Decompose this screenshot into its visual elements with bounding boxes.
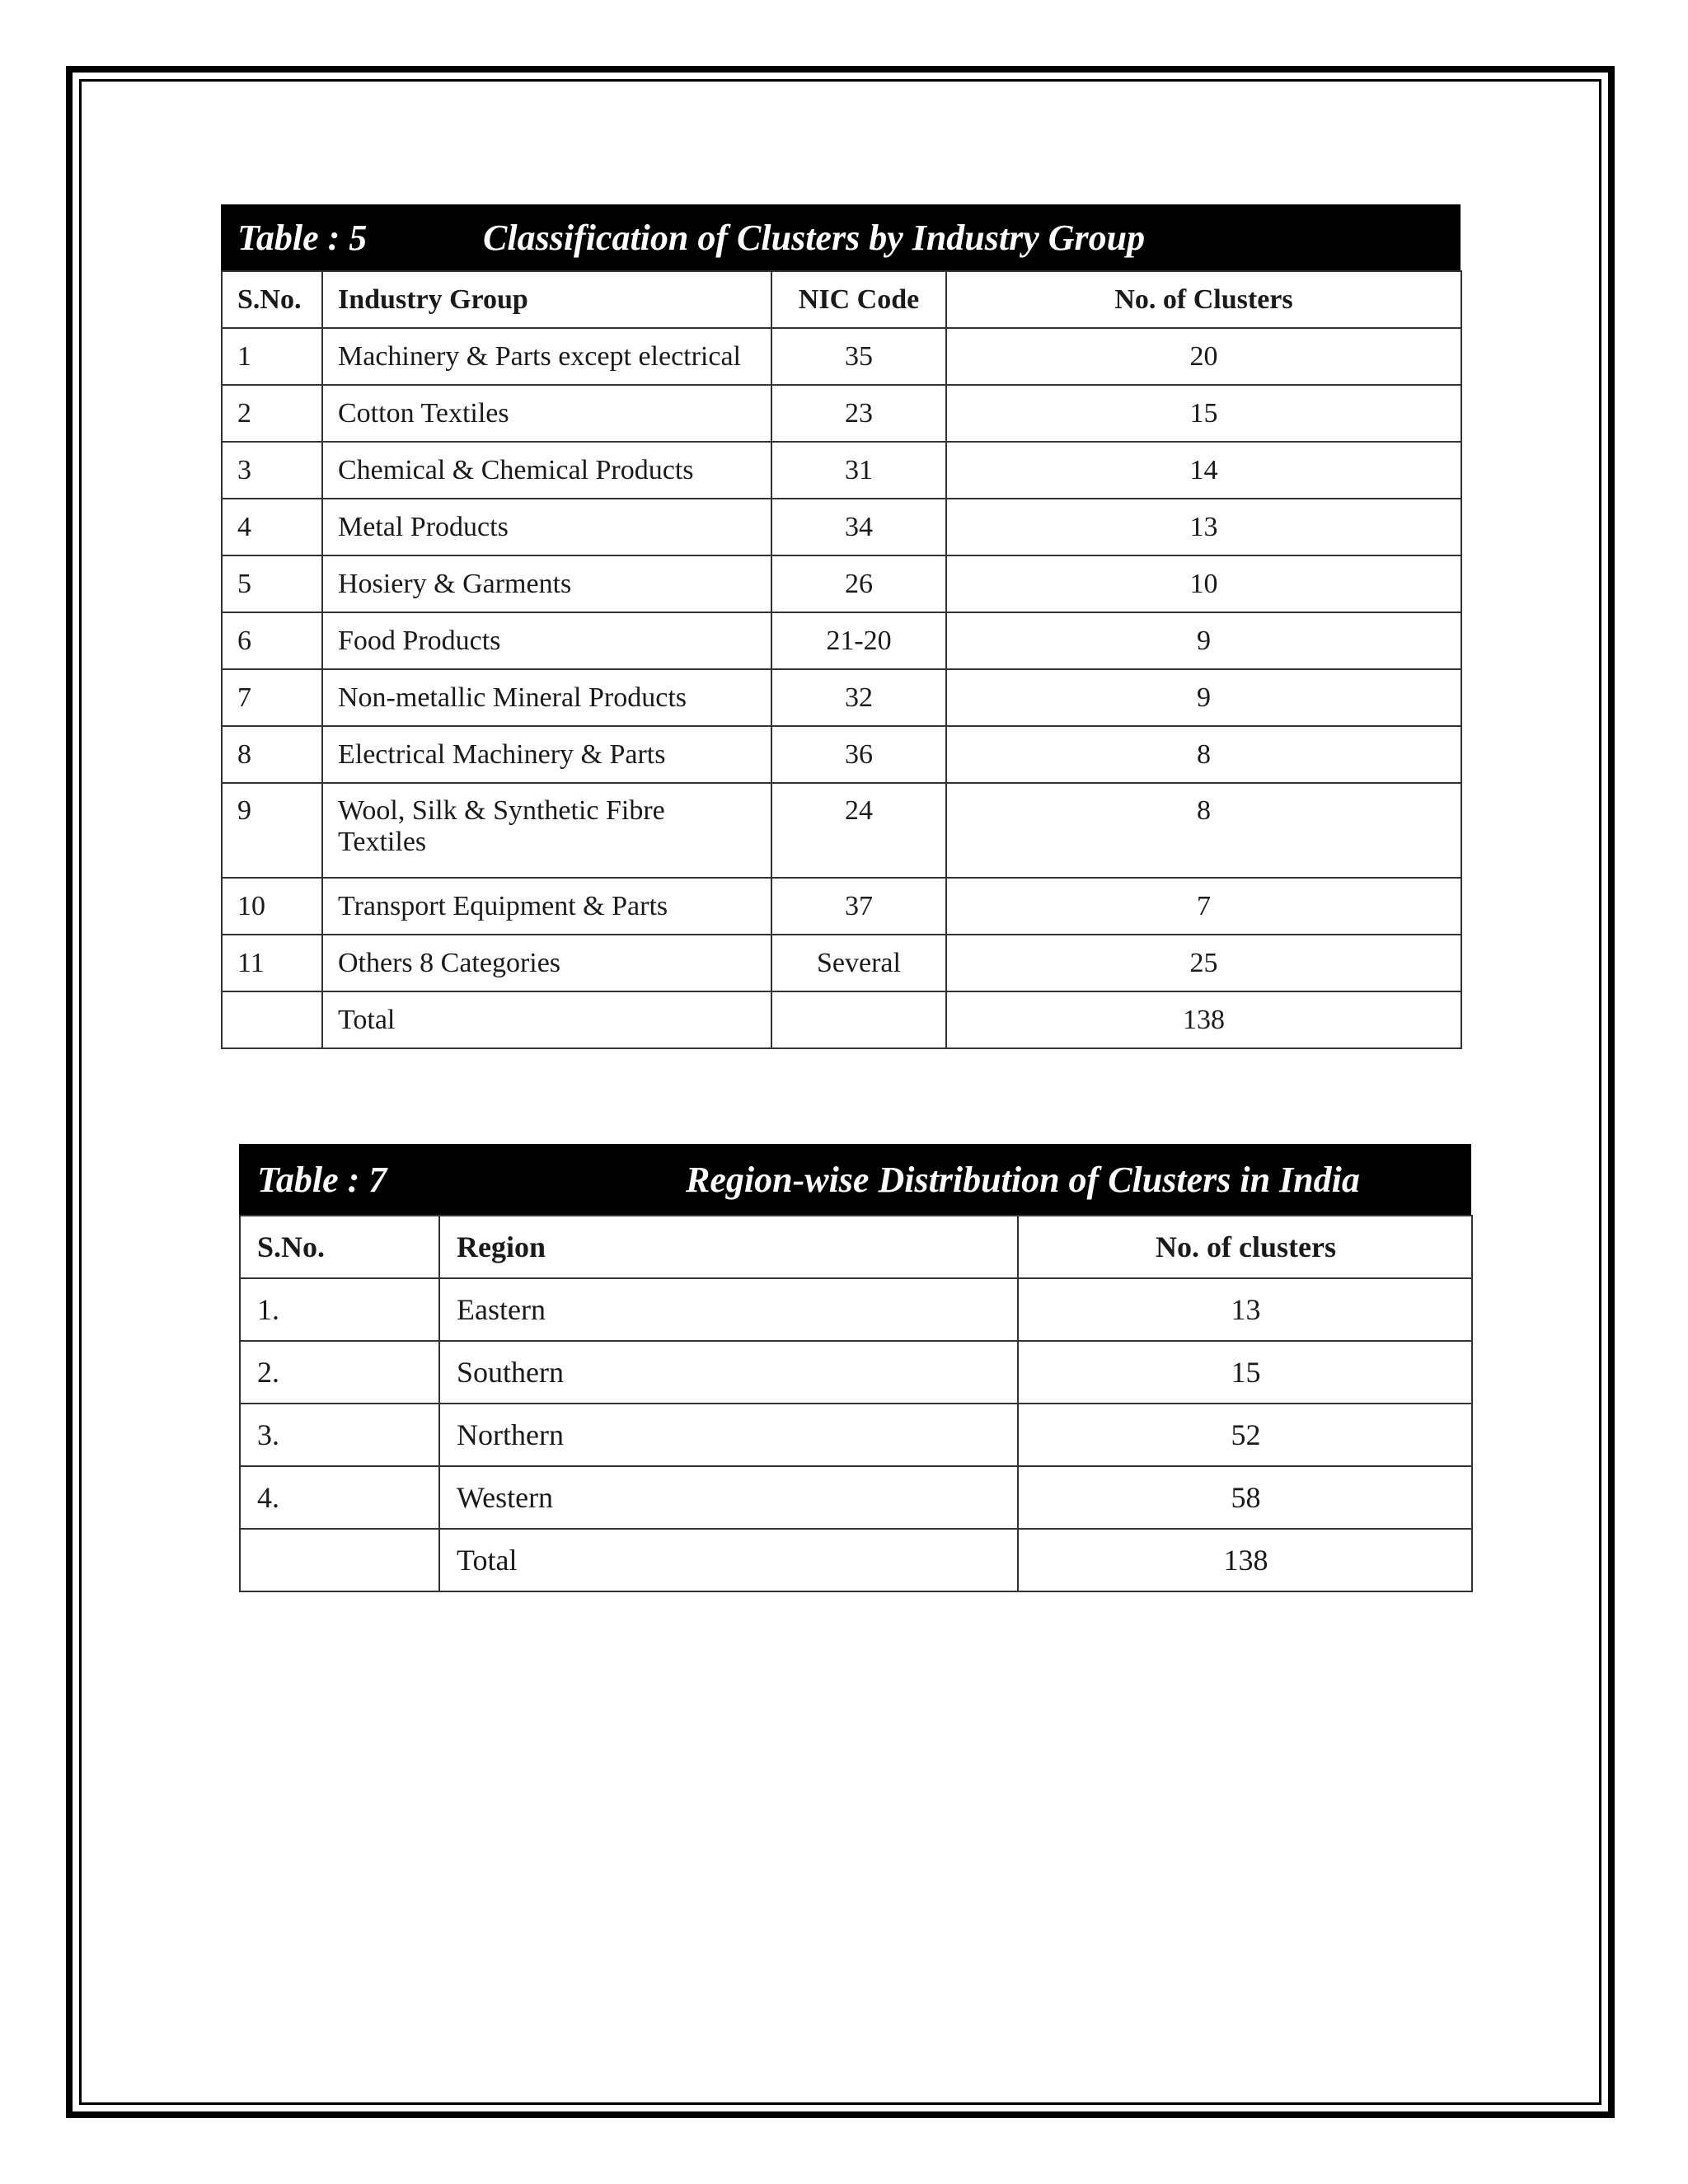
cell-sno: 3. xyxy=(240,1404,439,1466)
cell-cluster-count: 8 xyxy=(946,783,1461,878)
table-row xyxy=(222,935,1461,991)
table-7-number: Table : 7 xyxy=(257,1159,387,1200)
cell-nic-code: 32 xyxy=(771,669,946,726)
table-row xyxy=(222,328,1461,385)
cell-sno-empty xyxy=(222,991,322,1048)
cell-region: Western xyxy=(439,1466,1018,1529)
cell-nic-code: 23 xyxy=(771,385,946,442)
cell-industry-group: Wool, Silk & Synthetic Fibre Textiles xyxy=(322,783,771,878)
table-row xyxy=(222,726,1461,783)
cell-industry-group: Hosiery & Garments xyxy=(322,555,771,612)
cell-cluster-count: 15 xyxy=(946,385,1461,442)
table-5-title: Classification of Clusters by Industry Group xyxy=(483,217,1146,258)
cell-cluster-count: 13 xyxy=(946,499,1461,555)
cell-industry-group: Food Products xyxy=(322,612,771,669)
table-5 xyxy=(221,204,1461,1049)
cell-total-value: 138 xyxy=(946,991,1461,1048)
cell-cluster-count: 20 xyxy=(946,328,1461,385)
cell-sno: 7 xyxy=(222,669,322,726)
cell-nic-code: Several xyxy=(771,935,946,991)
table-row xyxy=(222,442,1461,499)
table-5-header-row xyxy=(222,271,1461,328)
cell-cluster-count: 52 xyxy=(1018,1404,1472,1466)
cell-industry-group: Transport Equipment & Parts xyxy=(322,878,771,935)
cell-sno: 1. xyxy=(240,1278,439,1341)
header-sno: S.No. xyxy=(222,271,322,328)
cell-cluster-count: 9 xyxy=(946,669,1461,726)
cell-cluster-count: 7 xyxy=(946,878,1461,935)
table-5-number: Table : 5 xyxy=(237,217,368,258)
cell-industry-group: Chemical & Chemical Products xyxy=(322,442,771,499)
table-7-caption xyxy=(239,1144,1471,1215)
cell-cluster-count: 58 xyxy=(1018,1466,1472,1529)
cell-sno-empty xyxy=(240,1529,439,1591)
cell-nic-code: 21-20 xyxy=(771,612,946,669)
cell-total-label: Total xyxy=(322,991,771,1048)
table-row xyxy=(240,1466,1472,1529)
table-7-header-row xyxy=(240,1216,1472,1278)
cell-total-label: Total xyxy=(439,1529,1018,1591)
cell-industry-group: Metal Products xyxy=(322,499,771,555)
cell-industry-group: Non-metallic Mineral Products xyxy=(322,669,771,726)
table-row xyxy=(222,612,1461,669)
cell-industry-group: Others 8 Categories xyxy=(322,935,771,991)
header-no-of-clusters: No. of clusters xyxy=(1018,1216,1472,1278)
table-row xyxy=(240,1404,1472,1466)
header-industry-group: Industry Group xyxy=(322,271,771,328)
header-sno: S.No. xyxy=(240,1216,439,1278)
cell-cluster-count: 9 xyxy=(946,612,1461,669)
cell-total-value: 138 xyxy=(1018,1529,1472,1591)
cell-nic-code: 36 xyxy=(771,726,946,783)
cell-nic-code: 24 xyxy=(771,783,946,878)
cell-nic-code: 35 xyxy=(771,328,946,385)
header-region: Region xyxy=(439,1216,1018,1278)
cell-sno: 11 xyxy=(222,935,322,991)
table-7-grid xyxy=(239,1215,1473,1592)
cell-nic-code: 37 xyxy=(771,878,946,935)
cell-sno: 2 xyxy=(222,385,322,442)
cell-cluster-count: 25 xyxy=(946,935,1461,991)
cell-nic-code: 34 xyxy=(771,499,946,555)
cell-sno: 1 xyxy=(222,328,322,385)
cell-sno: 2. xyxy=(240,1341,439,1404)
cell-sno: 4. xyxy=(240,1466,439,1529)
cell-sno: 9 xyxy=(222,783,322,878)
cell-cluster-count: 14 xyxy=(946,442,1461,499)
table-row xyxy=(222,499,1461,555)
table-7-title: Region-wise Distribution of Clusters in India xyxy=(686,1159,1360,1200)
cell-industry-group: Cotton Textiles xyxy=(322,385,771,442)
cell-nic-code: 31 xyxy=(771,442,946,499)
cell-sno: 3 xyxy=(222,442,322,499)
table-row xyxy=(222,783,1461,878)
table-5-total-row xyxy=(222,991,1461,1048)
cell-region: Eastern xyxy=(439,1278,1018,1341)
cell-cluster-count: 13 xyxy=(1018,1278,1472,1341)
header-nic-code: NIC Code xyxy=(771,271,946,328)
cell-industry-group: Electrical Machinery & Parts xyxy=(322,726,771,783)
table-row xyxy=(222,555,1461,612)
cell-sno: 4 xyxy=(222,499,322,555)
cell-sno: 8 xyxy=(222,726,322,783)
cell-cluster-count: 8 xyxy=(946,726,1461,783)
cell-region: Southern xyxy=(439,1341,1018,1404)
cell-sno: 6 xyxy=(222,612,322,669)
table-7-total-row xyxy=(240,1529,1472,1591)
cell-industry-group: Machinery & Parts except electrical xyxy=(322,328,771,385)
cell-nic-code: 26 xyxy=(771,555,946,612)
cell-cluster-count: 15 xyxy=(1018,1341,1472,1404)
cell-sno: 10 xyxy=(222,878,322,935)
cell-cluster-count: 10 xyxy=(946,555,1461,612)
cell-nic-empty xyxy=(771,991,946,1048)
table-5-caption xyxy=(221,204,1461,270)
table-row xyxy=(222,669,1461,726)
table-row xyxy=(240,1278,1472,1341)
header-no-of-clusters: No. of Clusters xyxy=(946,271,1461,328)
table-row xyxy=(222,385,1461,442)
table-row xyxy=(222,878,1461,935)
cell-region: Northern xyxy=(439,1404,1018,1466)
table-7 xyxy=(239,1144,1471,1592)
table-row xyxy=(240,1341,1472,1404)
cell-sno: 5 xyxy=(222,555,322,612)
table-5-grid xyxy=(221,270,1462,1049)
